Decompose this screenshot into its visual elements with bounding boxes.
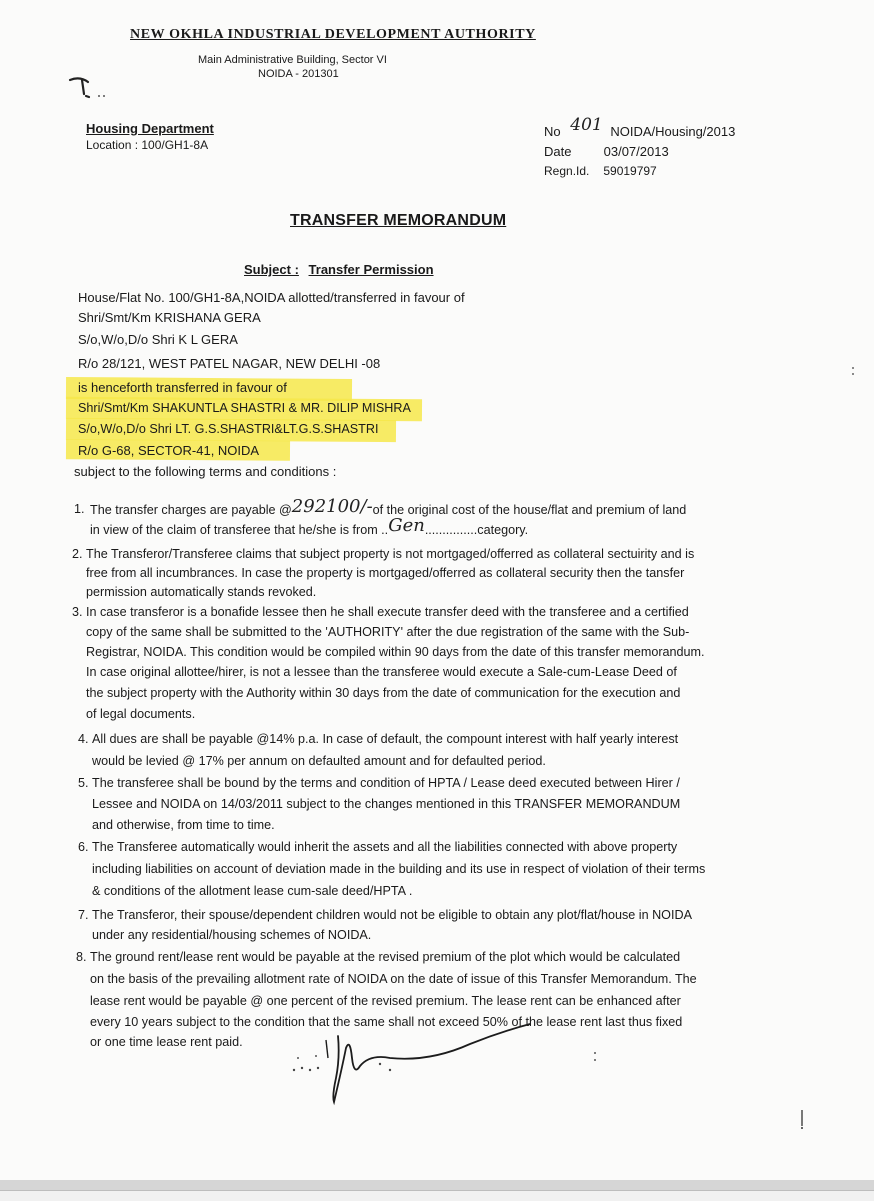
term-line: Registrar, NOIDA. This condition would be compiled within 90 days from the date of this transfer memorandum. (86, 645, 705, 659)
term-line: would be levied @ 17% per annum on defaulted amount and for defaulted period. (92, 754, 546, 768)
transferee-line-1: is henceforth transferred in favour of (78, 380, 287, 395)
transferor-line-1: House/Flat No. 100/GH1-8A,NOIDA allotted/transferred in favour of (78, 290, 465, 305)
handwritten-amount: 292100/- (291, 496, 373, 517)
term-line (90, 515, 529, 540)
term-number: 6. (78, 840, 89, 854)
transferor-line-2: Shri/Smt/Km KRISHANA GERA (78, 310, 261, 325)
term-line: of legal documents. (86, 707, 196, 721)
term-line: The transferee shall be bound by the terms and condition of HPTA / Lease deed executed between Hirer / (92, 776, 680, 790)
subject-label: Subject : (244, 262, 299, 277)
address-line-2: NOIDA - 201301 (258, 68, 339, 80)
date-label: Date (544, 144, 572, 159)
regn-label: Regn.Id. (544, 164, 590, 178)
term-line: In case transferor is a bonafide lessee then he shall execute transfer deed with the transferee and a certified (86, 605, 689, 619)
dot-mark (96, 92, 110, 100)
term-line: The Transferee automatically would inherit the assets and all the liabilities connected with above property (92, 840, 678, 854)
transferee-line-3: S/o,W/o,D/o Shri LT. G.S.SHASTRI&LT.G.S.SHASTRI (78, 422, 379, 436)
subject-line (244, 262, 434, 277)
next-page-edge (0, 1190, 874, 1201)
term-number: 1. (74, 502, 85, 516)
org-name: NEW OKHLA INDUSTRIAL DEVELOPMENT AUTHORITY (130, 27, 536, 42)
term-line: copy of the same shall be submitted to the 'AUTHORITY' after the due registration of the same with the Sub- (86, 625, 690, 639)
term-number: 3. (72, 605, 83, 619)
ref-no-handwritten: 401 (570, 115, 603, 135)
term-line: the subject property with the Authority within 30 days from the date of communication for the execution and (86, 686, 681, 700)
term-line: permission automatically stands revoked. (86, 585, 317, 599)
term-text: of the original cost of the house/flat and premium of land (372, 503, 687, 517)
term-line: The ground rent/lease rent would be payable at the revised premium of the plot which would be calculated (90, 950, 681, 964)
handwritten-category: Gen (388, 515, 425, 536)
term-text: in view of the claim of transferee that he/she is from .. (90, 523, 389, 537)
term-line: The Transferor, their spouse/dependent children would not be eligible to obtain any plot/flat/house in NOIDA (92, 908, 692, 922)
reference-date (544, 144, 669, 159)
regn-value: 59019797 (603, 164, 657, 178)
ref-no-suffix: NOIDA/Housing/2013 (610, 124, 736, 139)
pen-mark-icon (66, 72, 100, 100)
transferor-line-4: R/o 28/121, WEST PATEL NAGAR, NEW DELHI -08 (78, 356, 381, 371)
term-line: The Transferor/Transferee claims that subject property is not mortgaged/offerred as collateral sectuirity and is (86, 547, 695, 561)
ref-no-label: No (544, 124, 561, 139)
term-text: ...............category. (424, 523, 529, 537)
transferee-line-2: Shri/Smt/Km SHAKUNTLA SHASTRI & MR. DILIP MISHRA (78, 401, 411, 415)
term-number: 5. (78, 776, 89, 790)
reference-regn (544, 164, 657, 178)
transferee-line-4: R/o G-68, SECTOR-41, NOIDA (78, 443, 260, 458)
subject-text: Transfer Permission (308, 262, 434, 277)
term-line: on the basis of the prevailing allotment rate of NOIDA on the date of issue of this Transfer Memorandum. The (90, 972, 697, 986)
term-line: under any residential/housing schemes of NOIDA. (92, 928, 372, 942)
term-line: Lessee and NOIDA on 14/03/2011 subject to the changes mentioned in this TRANSFER MEMORANDUM (92, 797, 681, 811)
term-number: 7. (78, 908, 89, 922)
term-number: 8. (76, 950, 87, 964)
department-name: Housing Department (86, 121, 214, 136)
terms-intro: subject to the following terms and conditions : (74, 464, 337, 479)
reference-number (544, 115, 736, 141)
date-value: 03/07/2013 (603, 144, 669, 159)
term-text: The transfer charges are payable @ (90, 503, 292, 517)
term-line: lease rent would be payable @ one percent of the revised premium. The lease rent can be enhanced after (90, 994, 681, 1008)
term-line: All dues are shall be payable @14% p.a. In case of default, the compount interest with half yearly interest (92, 732, 679, 746)
margin-mark (796, 1108, 808, 1130)
term-line: and otherwise, from time to time. (92, 818, 275, 832)
transferor-line-3: S/o,W/o,D/o Shri K L GERA (78, 332, 238, 347)
term-line: including liabilities on account of deviation made in the building and its use in respect of violation of their terms (92, 862, 706, 876)
term-line: every 10 years subject to the condition that the same shall not exceed 50% of the lease rent last thus fixed (90, 1015, 683, 1029)
term-number: 2. (72, 547, 83, 561)
memo-title: TRANSFER MEMORANDUM (290, 212, 507, 229)
dot-mark (590, 1050, 600, 1064)
term-line: or one time lease rent paid. (90, 1035, 243, 1049)
department-location: Location : 100/GH1-8A (86, 138, 209, 152)
address-line-1: Main Administrative Building, Sector VI (198, 54, 387, 66)
term-line: & conditions of the allotment lease cum-sale deed/HPTA . (92, 884, 413, 898)
margin-mark (848, 364, 858, 378)
signature-mark (280, 1018, 580, 1108)
term-line: free from all incumbrances. In case the property is mortgaged/offerred as collateral security then the tansfer (86, 566, 685, 580)
term-number: 4. (78, 732, 89, 746)
term-line: In case original allottee/hirer, is not a lessee than the transferee would execute a Sale-cum-Lease Deed of (86, 665, 677, 679)
